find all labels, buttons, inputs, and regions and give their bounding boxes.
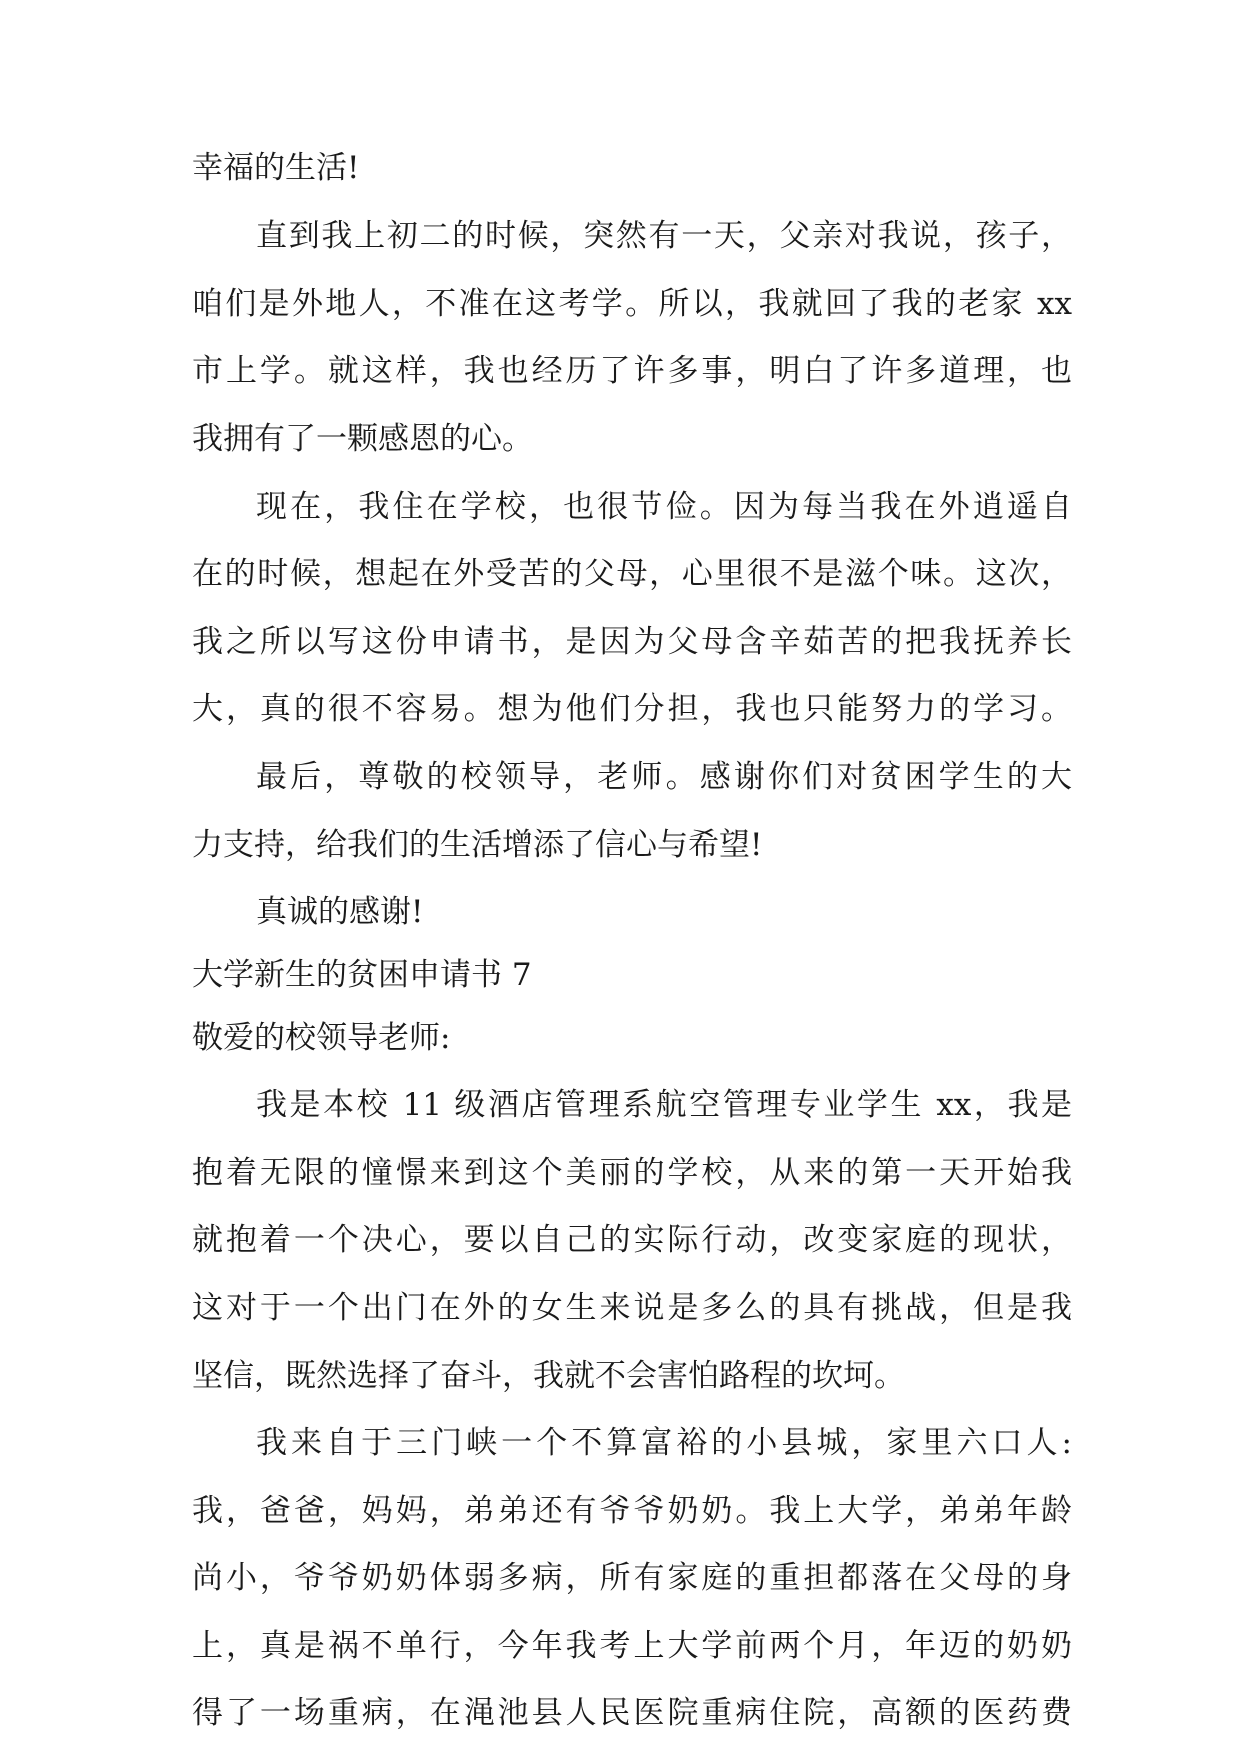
- text-line: 大，真的很不容易。想为他们分担，我也只能努力的学习。: [192, 691, 1072, 727]
- text-line: 这对于一个出门在外的女生来说是多么的具有挑战，但是我: [192, 1290, 1072, 1326]
- text-line: 力支持，给我们的生活增添了信心与希望!: [192, 827, 763, 863]
- text-line: 抱着无限的憧憬来到这个美丽的学校，从来的第一天开始我: [192, 1155, 1072, 1191]
- text-line: 我是本校 11 级酒店管理系航空管理专业学生 xx，我是: [256, 1087, 1072, 1123]
- text-line: 我，爸爸，妈妈，弟弟还有爷爷奶奶。我上大学，弟弟年龄: [192, 1493, 1072, 1529]
- salutation: 敬爱的校领导老师:: [192, 1020, 451, 1056]
- text-line: 最后，尊敬的校领导，老师。感谢你们对贫困学生的大: [256, 759, 1072, 795]
- text-line: 直到我上初二的时候，突然有一天，父亲对我说，孩子，: [256, 218, 1072, 254]
- section-heading: 大学新生的贫困申请书 7: [192, 957, 532, 993]
- text-line: 尚小，爷爷奶奶体弱多病，所有家庭的重担都落在父母的身: [192, 1560, 1072, 1596]
- text-line: 在的时候，想起在外受苦的父母，心里很不是滋个味。这次，: [192, 556, 1072, 592]
- text-line: 我来自于三门峡一个不算富裕的小县城，家里六口人:: [256, 1425, 1072, 1461]
- text-line: 咱们是外地人，不准在这考学。所以，我就回了我的老家 xx: [192, 286, 1072, 322]
- text-line: 市上学。就这样，我也经历了许多事，明白了许多道理，也: [192, 353, 1072, 389]
- text-line: 坚信，既然选择了奋斗，我就不会害怕路程的坎坷。: [192, 1358, 905, 1394]
- text-line: 我之所以写这份申请书，是因为父母含辛茹苦的把我抚养长: [192, 624, 1072, 660]
- text-line: 现在，我住在学校，也很节俭。因为每当我在外逍遥自: [256, 489, 1072, 525]
- text-line: 真诚的感谢!: [256, 894, 424, 930]
- text-line: 上，真是祸不单行，今年我考上大学前两个月，年迈的奶奶: [192, 1628, 1072, 1664]
- text-line: 幸福的生活!: [192, 150, 360, 186]
- text-line: 得了一场重病，在渑池县人民医院重病住院，高额的医药费: [192, 1695, 1072, 1731]
- text-line: 就抱着一个决心，要以自己的实际行动，改变家庭的现状，: [192, 1222, 1072, 1258]
- text-line: 我拥有了一颗感恩的心。: [192, 421, 533, 457]
